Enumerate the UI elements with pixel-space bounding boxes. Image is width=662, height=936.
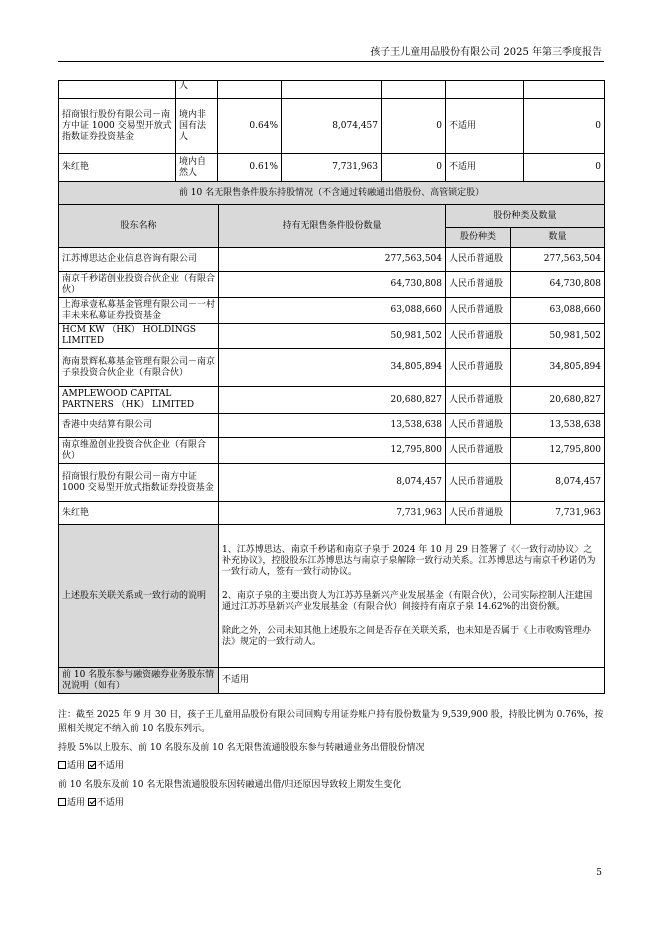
col-header-qty: 数量 xyxy=(511,228,605,248)
table-row xyxy=(59,414,605,438)
share-qty: 20,680,827 xyxy=(511,387,605,414)
table-row xyxy=(59,81,605,99)
table-row xyxy=(59,464,605,502)
table-row xyxy=(59,349,605,387)
option-not-applicable: 不适用 xyxy=(96,761,124,771)
share-qty: 13,538,638 xyxy=(511,414,605,438)
relation-paragraph-2: 2、南京子泉的主要出资人为江苏苏垦新兴产业发展基金（有限合伙），公司实际控制人汪建国通过江苏苏垦新兴产业发展基金（有限合伙）间接持有南京子泉 14.62%的出资份额。 xyxy=(222,590,593,612)
pledge-status: 不适用 xyxy=(446,99,524,154)
header-rule xyxy=(58,61,604,62)
lending-answer xyxy=(58,759,606,773)
share-type: 人民币普通股 xyxy=(446,298,511,324)
checkbox-empty-icon xyxy=(58,798,66,806)
holder-name: 海南景辉私募基金管理有限公司－南京子泉投资合伙企业（有限合伙） xyxy=(59,349,219,387)
pledge-qty xyxy=(524,81,605,99)
section-title: 前 10 名无限售条件股东持股情况（不含通过转融通出借股份、高管锁定股） xyxy=(59,182,605,205)
table-row xyxy=(59,298,605,324)
holder-name: 上海承壹私募基金管理有限公司－一村丰未来私募证券投资基金 xyxy=(59,298,219,324)
option-applicable: 适用 xyxy=(67,761,86,771)
restricted-shares: 0 xyxy=(382,154,446,182)
table-row xyxy=(59,248,605,272)
holder-name: 香港中央结算有限公司 xyxy=(59,414,219,438)
table-row xyxy=(59,502,605,525)
margin-trading-label: 前 10 名股东参与融资融券业务股东情况说明（如有） xyxy=(59,668,219,694)
pledge-status: 不适用 xyxy=(446,154,524,182)
table-row xyxy=(59,99,605,154)
share-type: 人民币普通股 xyxy=(446,438,511,464)
col-header-shares: 持有无限售条件股份数量 xyxy=(219,205,446,248)
holder-name: HCM KW （HK） HOLDINGS LIMITED xyxy=(59,324,219,349)
table-row xyxy=(59,154,605,182)
unrestricted-shares: 277,563,504 xyxy=(219,248,446,272)
holder-name: 南京千秒诺创业投资合伙企业（有限合伙） xyxy=(59,272,219,298)
holder-name: 朱红艳 xyxy=(59,154,176,182)
option-applicable: 适用 xyxy=(67,798,86,808)
relation-paragraph-1: 1、江苏博思达、南京千秒诺和南京子泉于 2024 年 10 月 29 日签署了《〈一致行动协议〉之补充协议》，控股股东江苏博思达与南京子泉解除一致行动关系。江苏博思达与南京千秒诺仍为一致行动人，签有一致行动协议。 xyxy=(222,544,596,577)
holding-shares xyxy=(282,81,382,99)
top-shareholders-table-continuation xyxy=(58,80,605,182)
checkbox-checked-icon xyxy=(88,761,96,769)
pledge-status xyxy=(446,81,524,99)
restricted-shares xyxy=(382,81,446,99)
section-title-row xyxy=(59,182,605,205)
share-type: 人民币普通股 xyxy=(446,248,511,272)
col-header-type-group: 股份种类及数量 xyxy=(446,205,605,228)
holding-shares: 7,731,963 xyxy=(282,154,382,182)
margin-trading-value: 不适用 xyxy=(219,668,605,694)
holder-name: 招商银行股份有限公司－南方中证 1000 交易型开放式指数证券投资基金 xyxy=(59,464,219,502)
unrestricted-shares: 34,805,894 xyxy=(219,349,446,387)
unrestricted-shares: 12,795,800 xyxy=(219,438,446,464)
unrestricted-shares: 7,731,963 xyxy=(219,502,446,525)
holder-name: 南京维盈创业投资合伙企业（有限合伙） xyxy=(59,438,219,464)
change-question: 前 10 名股东及前 10 名无限售流通股股东因转融通出借/归还原因导致较上期发生变化 xyxy=(58,780,402,790)
holder-nature: 境内非国有法人 xyxy=(176,99,218,154)
relation-label: 上述股东关联关系或一致行动的说明 xyxy=(59,525,219,668)
share-qty: 8,074,457 xyxy=(511,464,605,502)
share-type: 人民币普通股 xyxy=(446,464,511,502)
pledge-qty: 0 xyxy=(524,154,605,182)
holder-name xyxy=(59,81,176,99)
checkbox-checked-icon xyxy=(88,798,96,806)
unrestricted-shares: 13,538,638 xyxy=(219,414,446,438)
holder-name: 朱红艳 xyxy=(59,502,219,525)
share-type: 人民币普通股 xyxy=(446,324,511,349)
unrestricted-shares: 64,730,808 xyxy=(219,272,446,298)
holder-name: 江苏博思达企业信息咨询有限公司 xyxy=(59,248,219,272)
page-number: 5 xyxy=(596,868,602,878)
table-row xyxy=(59,438,605,464)
table-row xyxy=(59,324,605,349)
share-qty: 7,731,963 xyxy=(511,502,605,525)
unrestricted-shares: 50,981,502 xyxy=(219,324,446,349)
share-qty: 50,981,502 xyxy=(511,324,605,349)
header-row xyxy=(59,205,605,228)
share-type: 人民币普通股 xyxy=(446,414,511,438)
holder-name: 招商银行股份有限公司－南方中证 1000 交易型开放式指数证券投资基金 xyxy=(59,99,176,154)
share-type: 人民币普通股 xyxy=(446,502,511,525)
col-header-name: 股东名称 xyxy=(59,205,219,248)
margin-trading-row xyxy=(59,668,605,694)
holding-ratio: 0.61% xyxy=(218,154,282,182)
share-qty: 12,795,800 xyxy=(511,438,605,464)
share-type: 人民币普通股 xyxy=(446,272,511,298)
unrestricted-shares: 63,088,660 xyxy=(219,298,446,324)
holder-nature: 境内自然人 xyxy=(176,154,218,182)
col-header-type: 股份种类 xyxy=(446,228,511,248)
holding-ratio: 0.64% xyxy=(218,99,282,154)
holder-name: AMPLEWOOD CAPITAL PARTNERS （HK） LIMITED xyxy=(59,387,219,414)
unrestricted-shareholders-table xyxy=(58,181,605,694)
lending-question: 持股 5%以上股东、前 10 名股东及前 10 名无限售流通股股东参与转融通业务出借股份情况 xyxy=(58,743,425,753)
holding-shares: 8,074,457 xyxy=(282,99,382,154)
unrestricted-shares: 8,074,457 xyxy=(219,464,446,502)
share-qty: 63,088,660 xyxy=(511,298,605,324)
table-row xyxy=(59,272,605,298)
share-qty: 64,730,808 xyxy=(511,272,605,298)
table-row xyxy=(59,387,605,414)
relation-row xyxy=(59,525,605,668)
holder-nature: 人 xyxy=(176,81,218,99)
share-qty: 277,563,504 xyxy=(511,248,605,272)
repurchase-note: 注：截至 2025 年 9 月 30 日，孩子王儿童用品股份有限公司回购专用证券账户持有股份数量为 9,539,900 股，持股比例为 0.76%，按照相关规定不纳入前 10 名股东列示。 xyxy=(58,710,604,734)
share-type: 人民币普通股 xyxy=(446,349,511,387)
share-type: 人民币普通股 xyxy=(446,387,511,414)
checkbox-empty-icon xyxy=(58,761,66,769)
report-header: 孩子王儿童用品股份有限公司 2025 年第三季度报告 xyxy=(370,47,602,58)
relation-description xyxy=(219,525,605,668)
change-answer xyxy=(58,796,606,810)
restricted-shares: 0 xyxy=(382,99,446,154)
pledge-qty: 0 xyxy=(524,99,605,154)
option-not-applicable: 不适用 xyxy=(96,798,124,808)
relation-paragraph-3: 除此之外，公司未知其他上述股东之间是否存在关联关系，也未知是否属于《上市收购管理办法》规定的一致行动人。 xyxy=(222,625,592,647)
holding-ratio xyxy=(218,81,282,99)
unrestricted-shares: 20,680,827 xyxy=(219,387,446,414)
share-qty: 34,805,894 xyxy=(511,349,605,387)
